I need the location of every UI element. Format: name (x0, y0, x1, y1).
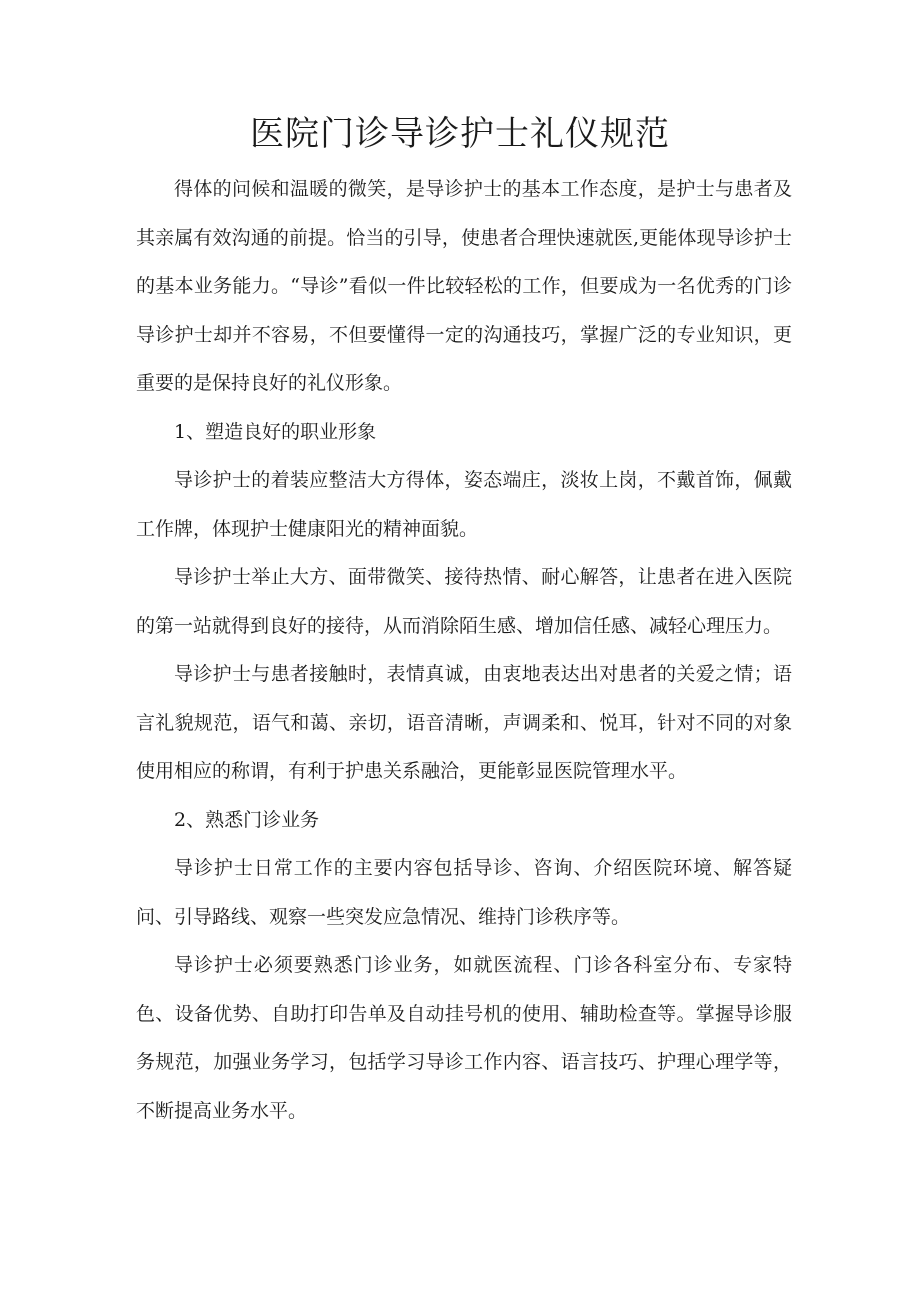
document-title: 医院门诊导诊护士礼仪规范 (250, 114, 670, 154)
paragraph-attire: 导诊护士的着装应整洁大方得体，姿态端庄，淡妆上岗，不戴首饰，佩戴工作牌，体现护士健康阳光的精神面貌。 (136, 469, 792, 540)
paragraph-knowledge: 导诊护士必须要熟悉门诊业务，如就医流程、门诊各科室分布、专家特色、设备优势、自助打印告单及自动挂号机的使用、辅助检查等。掌握导诊服务规范，加强业务学习，包括学习导诊工作内容、语言技巧、护理心理学等，不断提高业务水平。 (136, 954, 792, 1122)
section-heading-2: 2、熟悉门诊业务 (174, 808, 320, 831)
section-heading-1: 1、塑造良好的职业形象 (174, 420, 377, 443)
paragraph-communication: 导诊护士与患者接触时，表情真诚，由衷地表达出对患者的关爱之情；语言礼貌规范，语气和蔼、亲切，语音清晰，声调柔和、悦耳，针对不同的对象使用相应的称谓，有利于护患关系融洽，更能彰显医院管理水平。 (136, 663, 792, 782)
paragraph-demeanor: 导诊护士举止大方、面带微笑、接待热情、耐心解答，让患者在进入医院的第一站就得到良好的接待，从而消除陌生感、增加信任感、减轻心理压力。 (136, 566, 792, 637)
paragraph-intro: 得体的问候和温暖的微笑，是导诊护士的基本工作态度，是护士与患者及其亲属有效沟通的前提。恰当的引导，使患者合理快速就医,更能体现导诊护士的基本业务能力。“导诊”看似一件比较轻松的工作，但要成为一名优秀的门诊导诊护士却并不容易，不但要懂得一定的沟通技巧，掌握广泛的专业知识，更重要的是保持良好的礼仪形象。 (136, 178, 792, 394)
document-body (136, 165, 792, 1135)
paragraph-duties: 导诊护士日常工作的主要内容包括导诊、咨询、介绍医院环境、解答疑问、引导路线、观察一些突发应急情况、维持门诊秩序等。 (136, 857, 792, 928)
